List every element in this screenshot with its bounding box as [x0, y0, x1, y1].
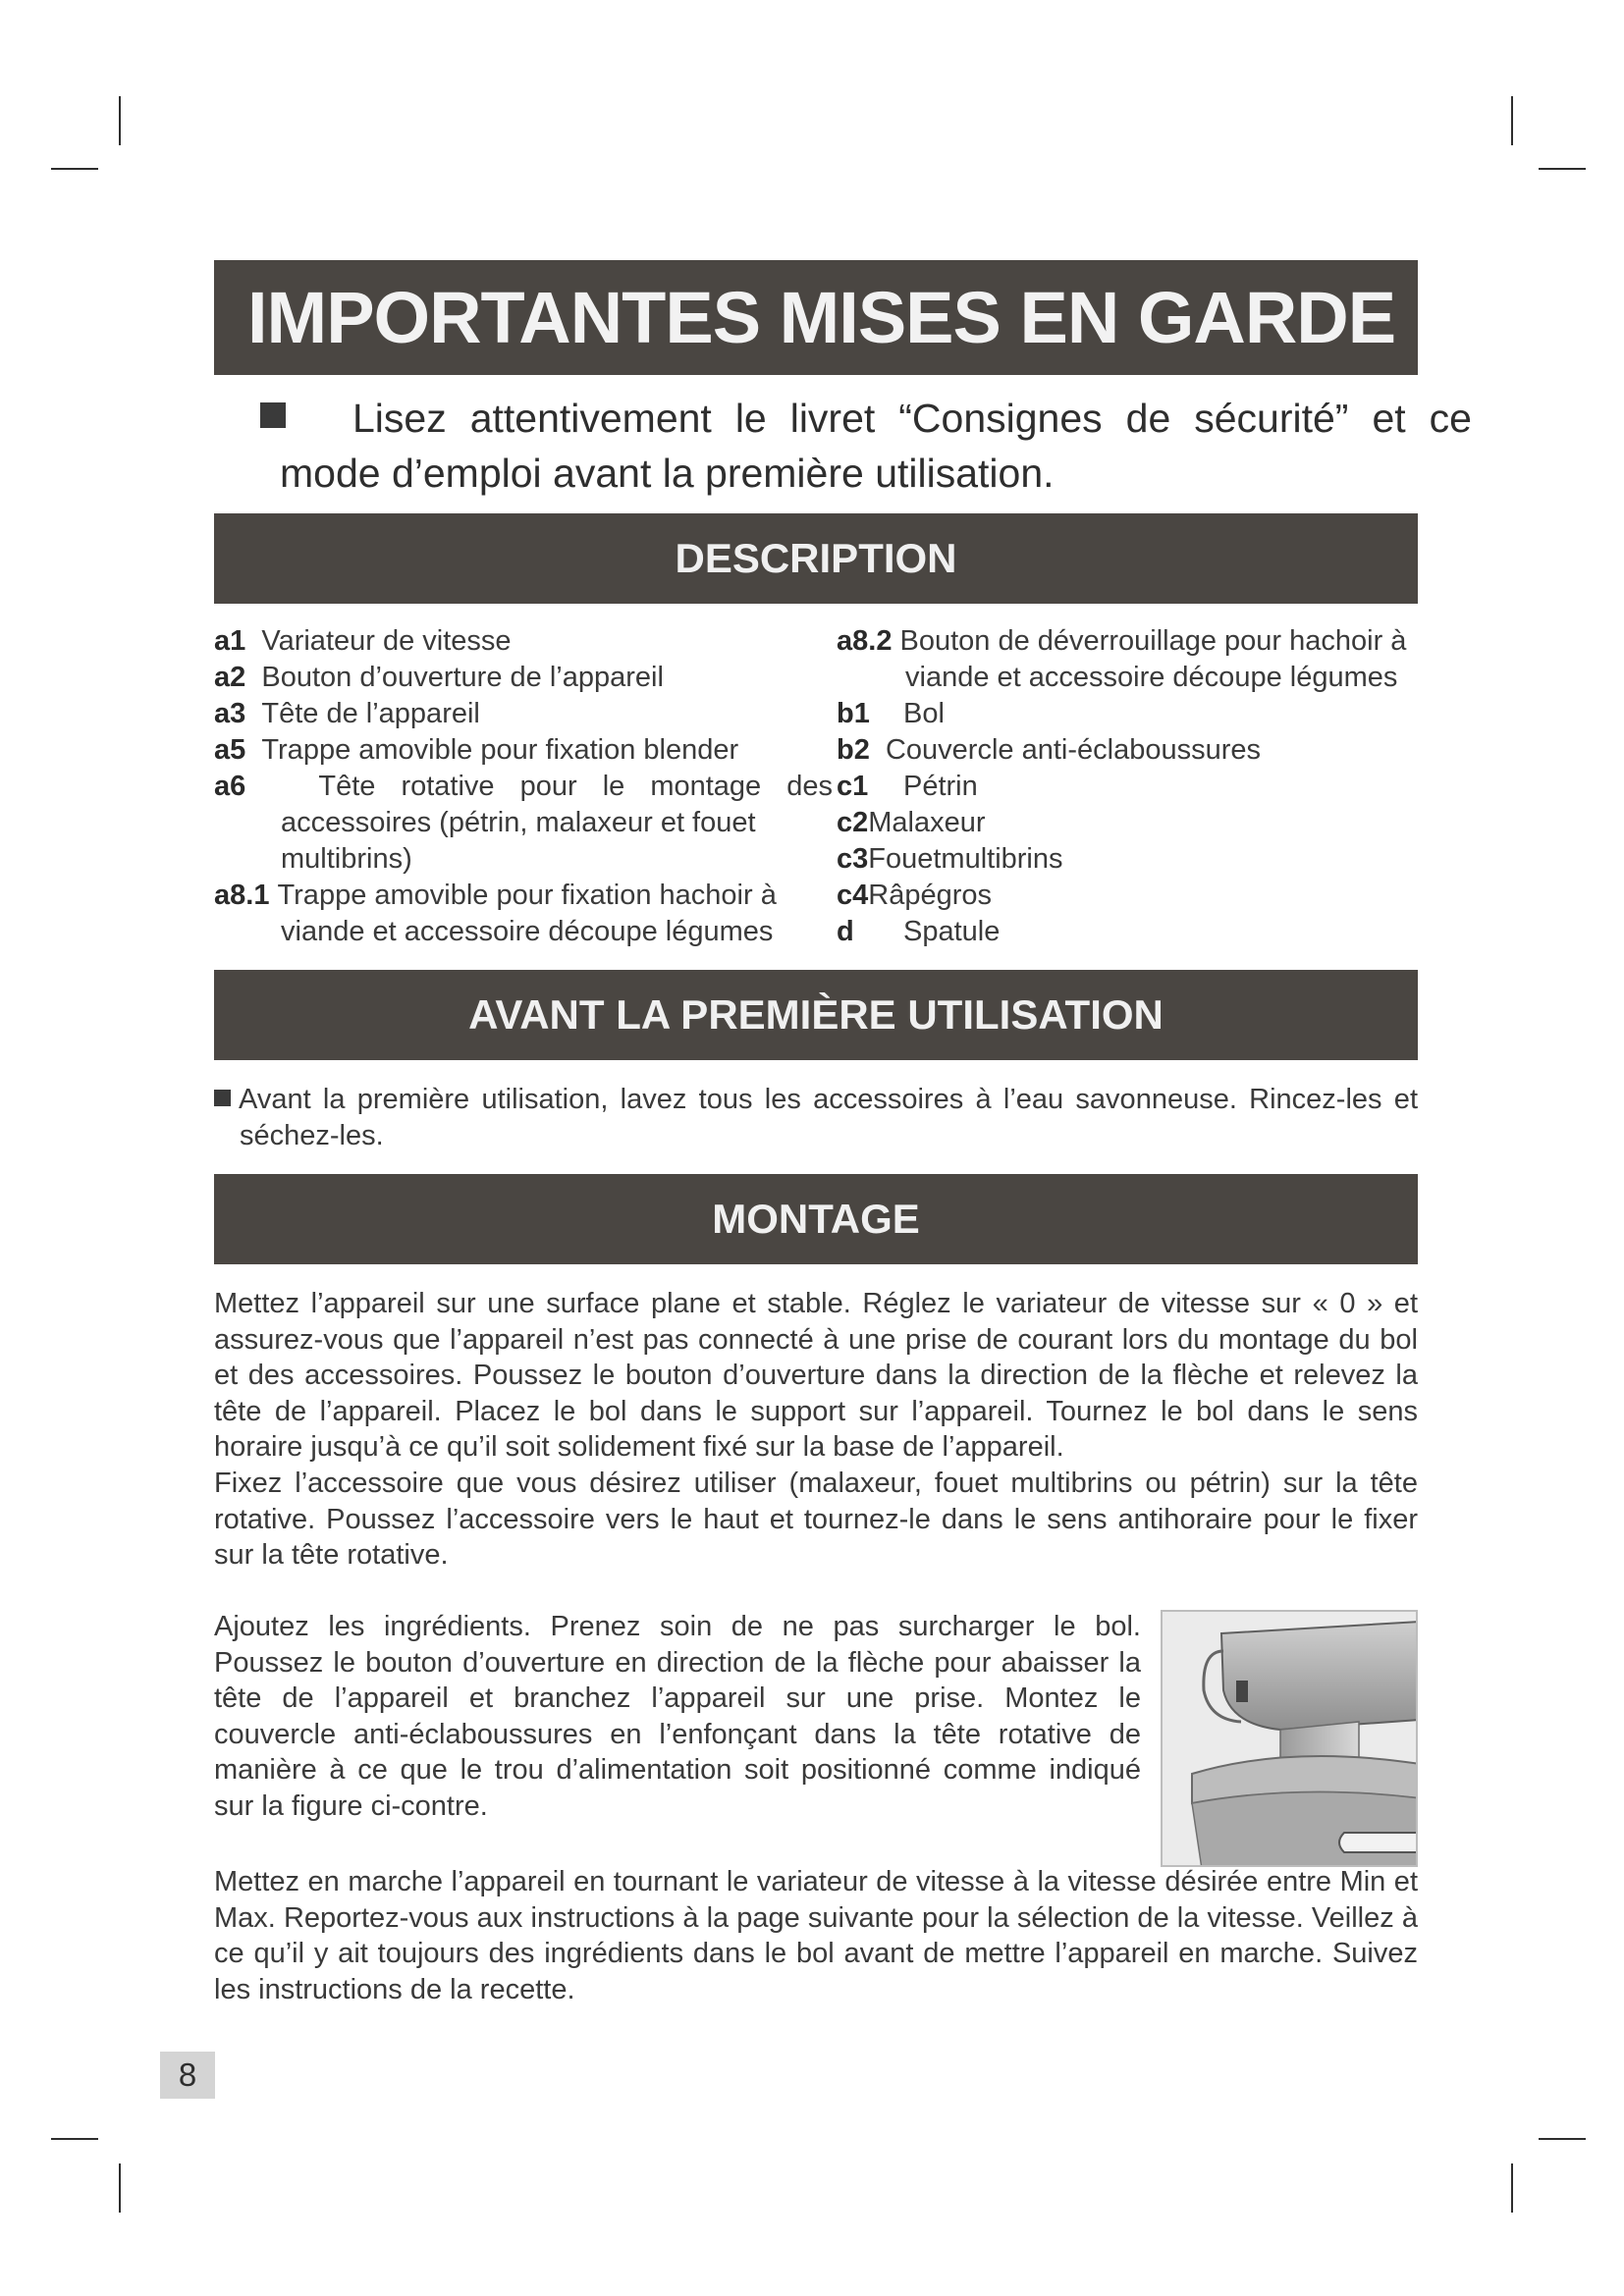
- mixer-illustration: [1163, 1612, 1418, 1867]
- list-item: a2 Bouton d’ouverture de l’appareil: [214, 662, 664, 693]
- section-header-description: DESCRIPTION: [214, 513, 1418, 604]
- list-item-continuation: viande et accessoire découpe légumes: [905, 662, 1398, 693]
- section-header-montage: MONTAGE: [214, 1174, 1418, 1264]
- intro-word: Lisez: [352, 396, 447, 441]
- list-item: c4Râpégros: [837, 880, 993, 911]
- list-item: a8.1 Trappe amovible pour fixation hachoir à: [214, 880, 777, 911]
- list-item: a3 Tête de l’appareil: [214, 698, 480, 729]
- list-item: a8.2 Bouton de déverrouillage pour hachoir à: [837, 625, 1407, 657]
- intro-word: attentivement: [469, 396, 712, 441]
- avant-paragraph: Avant la première utilisation, lavez tous les accessoires à l’eau savonneuse. Rincez-les et séchez-les.: [214, 1082, 1418, 1153]
- intro-word: “Consignes: [898, 396, 1103, 441]
- list-item: b1 Bol: [837, 698, 945, 729]
- montage-paragraph-1: Mettez l’appareil sur une surface plane et stable. Réglez le variateur de vitesse sur « 0 » et assurez-vous que l’appareil n’est pas connecté à une prise de courant lors du montage du bol et des accessoires. Poussez le bouton d’ouverture dans la direction de la flèche et relevez la tête de l’appareil. Placez le bol dans le support sur l’appareil. Tournez le bol dans le sens horaire jusqu’à ce qu’il soit solidement fixé sur la base de l’appareil.: [214, 1288, 1418, 1463]
- crop-mark: [1511, 96, 1513, 145]
- list-item: c2Malaxeur: [837, 807, 986, 838]
- section-header-avant: AVANT LA PREMIÈRE UTILISATION: [214, 970, 1418, 1060]
- crop-mark: [1539, 168, 1586, 170]
- description-right-column: [837, 623, 1426, 950]
- intro-warning: [260, 391, 1478, 501]
- list-item-continuation: accessoires (pétrin, malaxeur et fouet: [281, 807, 756, 838]
- intro-line-1: [260, 391, 1478, 446]
- montage-paragraph-3: Ajoutez les ingrédients. Prenez soin de ne pas surcharger le bol. Poussez le bouton d’ouverture en direction de la flèche pour abaisser la tête de l’appareil et branchez l’appareil sur une prise. Montez le couvercle anti-éclaboussures en l’enfonçant dans la tête rotative de manière à ce que le trou d’alimentation soit positionné comme indiqué sur la figure ci-contre.: [214, 1611, 1141, 1822]
- crop-mark: [119, 2163, 121, 2213]
- intro-word: livret: [789, 396, 876, 441]
- crop-mark: [51, 2138, 98, 2140]
- page-title: IMPORTANTES MISES EN GARDE: [214, 260, 1418, 375]
- crop-mark: [119, 96, 121, 145]
- intro-word: de: [1125, 396, 1171, 441]
- page-number: 8: [160, 2052, 215, 2099]
- intro-line-2: mode d’emploi avant la première utilisation.: [280, 451, 1055, 496]
- list-item-continuation: viande et accessoire découpe légumes: [281, 916, 774, 947]
- list-item: c3Fouetmultibrins: [837, 843, 1063, 875]
- montage-paragraph-2: Fixez l’accessoire que vous désirez utiliser (malaxeur, fouet multibrins ou pétrin) sur la tête rotative. Poussez l’accessoire vers le haut et tournez-le dans le sens antihoraire pour le fixer sur la tête rotative.: [214, 1468, 1418, 1571]
- bullet-square: [260, 391, 329, 446]
- intro-word: et: [1372, 396, 1406, 441]
- appliance-figure: [1161, 1610, 1418, 1867]
- list-item: d Spatule: [837, 916, 1001, 947]
- list-item: a5 Trappe amovible pour fixation blender: [214, 734, 739, 766]
- crop-mark: [51, 168, 98, 170]
- intro-word: ce: [1429, 396, 1472, 441]
- list-item: c1 Pétrin: [837, 771, 978, 802]
- list-item: a6 Tête rotative pour le montage des: [214, 771, 833, 802]
- list-item: b2 Couvercle anti-éclaboussures: [837, 734, 1261, 766]
- montage-paragraph-4: Mettez en marche l’appareil en tournant le variateur de vitesse à la vitesse désirée entre Min et Max. Reportez-vous aux instructions à la page suivante pour la sélection de la vitesse. Veillez à ce qu’il y ait toujours des ingrédients dans le bol avant de mettre l’appareil en marche. Suivez les instructions de la recette.: [214, 1866, 1418, 2005]
- crop-mark: [1539, 2138, 1586, 2140]
- crop-mark: [1511, 2163, 1513, 2213]
- list-item-continuation: multibrins): [281, 843, 412, 875]
- list-item: a1 Variateur de vitesse: [214, 625, 512, 657]
- bullet-square: [214, 1090, 231, 1106]
- intro-word: sécurité”: [1194, 396, 1349, 441]
- intro-word: le: [734, 396, 767, 441]
- description-left-column: [214, 623, 833, 950]
